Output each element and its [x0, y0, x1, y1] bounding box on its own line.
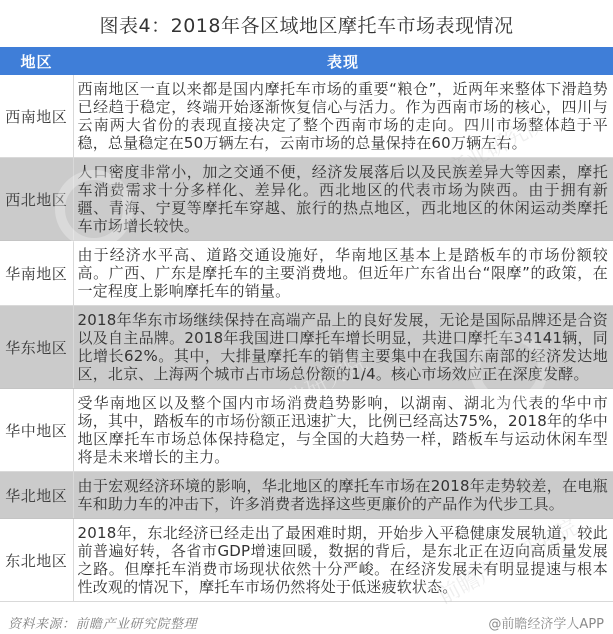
performance-text: 由于经济水平高、道路交通设施好，华南地区基本上是踏板车的市场份额较高。广西、广东是摩托车的主要消费地。但近年广东省出台“限摩”的政策，在一定程度上影响摩托车的销量。 [73, 241, 613, 306]
table-header-row [0, 47, 613, 75]
region-label: 华南地区 [0, 241, 73, 306]
table-row-northwest [0, 158, 613, 241]
data-source-text: 资料来源：前瞻产业研究院整理 [8, 617, 198, 632]
region-label: 西南地区 [0, 75, 73, 158]
region-label: 华北地区 [0, 472, 73, 519]
region-performance-table [0, 47, 613, 602]
column-header-performance: 表现 [73, 47, 613, 75]
performance-text: 由于宏观经济环境的影响，华北地区的摩托车市场在2018年走势较差，在电瓶车和助力车的冲击下，许多消费者选择这些更廉价的产品作为代步工具。 [73, 472, 613, 519]
table-row-northeast [0, 519, 613, 602]
region-label: 华中地区 [0, 389, 73, 472]
region-label: 华东地区 [0, 306, 73, 389]
watermark-text: 前瞻产业研究院 [404, 110, 552, 205]
table-row-north-china [0, 472, 613, 519]
watermark-text: 前瞻产业研究院 [224, 350, 372, 445]
performance-text: 人口密度非常小，加之交通不便，经济发展落后以及民族差异大等因素，摩托车消费需求十分多样化、差异化。西北地区的代表市场为陕西。由于拥有新疆、青海、宁夏等摩托车穿越、旅行的热点地区，西北地区的休闲运动类摩托车市场增长较快。 [73, 158, 613, 241]
watermark-text: 前瞻产业研究院 [434, 515, 582, 610]
page-title: 图表4：2018年各区域地区摩托车市场表现情况 [99, 15, 514, 37]
performance-text: 受华南地区以及整个国内市场消费趋势影响，以湖南、湖北为代表的华中市场，其中，踏板车的市场份额正迅速扩大，比例已经高达75%，2018年的华中地区摩托车市场总体保持稳定，与全国的大趋势一样，踏板车与运动休闲车型将是未来增长的主力。 [73, 389, 613, 472]
region-label: 西北地区 [0, 158, 73, 241]
table-row-east-china [0, 306, 613, 389]
footer [0, 613, 613, 632]
table-row-southwest [0, 75, 613, 158]
column-header-region: 地区 [0, 47, 73, 75]
performance-text: 2018年，东北经济已经走出了最困难时期，开始步入平稳健康发展轨道，较此前普遍好转，各省市GDP增速回暖，数据的背后，是东北正在迈向高质量发展之路。但摩托车消费市场现状依然十分严峻。在经济发展未有明显提速与根本性改观的情况下，摩托车市场仍然将处于低迷疲软状态。 [73, 519, 613, 602]
region-label: 东北地区 [0, 519, 73, 602]
performance-text: 2018年华东市场继续保持在高端产品上的良好发展，无论是国际品牌还是合资以及自主品牌。2018年我国进口摩托车增长明显，共进口摩托车34141辆，同比增长62%。其中，大排量摩托车的销售主要集中在我国东南部的经济发达地区，北京、上海两个城市占市场总份额的1/4。核心市场效应正在深度发酵。 [73, 306, 613, 389]
performance-text: 西南地区一直以来都是国内摩托车市场的重要“粮仓”，近两年来整体下滑趋势已经趋于稳定，终端开始逐渐恢复信心与活力。作为西南市场的核心，四川与云南两大省份的表现直接决定了整个西南市场的走向。四川市场整体趋于平稳，总量稳定在50万辆左右，云南市场的总量保持在60万辆左右。 [73, 75, 613, 158]
table-row-south-china [0, 241, 613, 306]
brand-credit-text: @前瞻经济学人APP [488, 617, 604, 632]
table-row-central-china [0, 389, 613, 472]
